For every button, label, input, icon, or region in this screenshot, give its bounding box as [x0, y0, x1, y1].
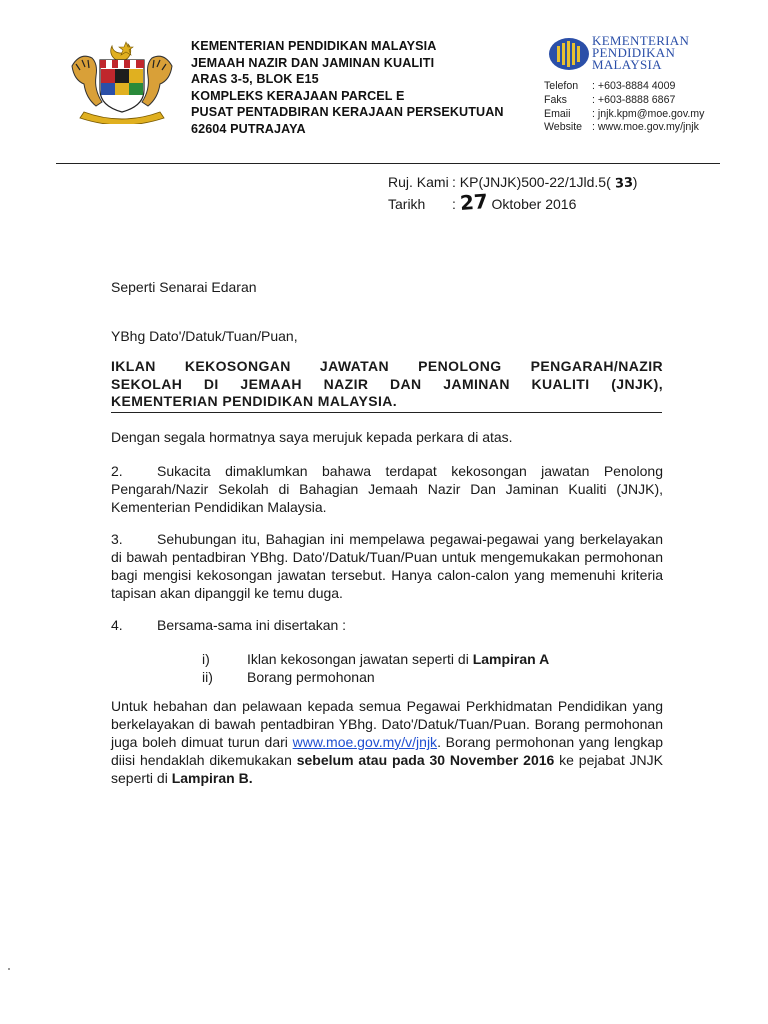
website-label: Website — [544, 121, 583, 134]
telefon-label: Telefon — [544, 80, 579, 92]
org-line: JEMAAH NAZIR DAN JAMINAN KUALITI — [191, 55, 435, 70]
reference-date — [388, 189, 637, 215]
website-value: : www.moe.gov.my/jnjk — [592, 121, 699, 134]
scan-mark — [8, 968, 10, 970]
closing-text: . Borang permohonan yang lengkap diisi hendaklah dikemukakan — [111, 734, 663, 768]
paragraph-1: Dengan segala hormatnya saya merujuk kepada perkara di atas. — [111, 429, 513, 445]
salutation: YBhg Dato'/Datuk/Tuan/Puan, — [111, 328, 298, 344]
ruj-label: Ruj. Kami — [388, 174, 449, 190]
org-line: KEMENTERIAN PENDIDIKAN MALAYSIA — [191, 39, 437, 53]
subject-underline — [111, 412, 662, 413]
attachment-item — [202, 650, 549, 668]
subject-line: IKLAN KEKOSONGAN JAWATAN PENOLONG PENGARAH/NAZIR — [111, 358, 663, 374]
tarikh-rest: Oktober 2016 — [491, 196, 577, 212]
ruj-close: ) — [632, 174, 638, 190]
item-text: Iklan kekosongan jawatan seperti di — [247, 651, 473, 667]
faks-label: Faks — [544, 93, 567, 106]
telefon-value: : +603-8884 4009 — [592, 80, 676, 92]
contact-website — [544, 121, 704, 135]
logo-line: PENDIDIKAN — [592, 45, 676, 60]
logo-line: MALAYSIA — [592, 57, 662, 72]
org-line: 62604 PUTRAJAYA — [191, 121, 306, 136]
item-text: Borang permohonan — [247, 669, 375, 685]
paragraph-4-text: Bersama-sama ini disertakan : — [157, 617, 347, 633]
sender-address — [191, 38, 504, 138]
download-link[interactable]: www.moe.gov.my/v/jnjk — [292, 734, 438, 750]
subject-line: SEKOLAH DI JEMAAH NAZIR DAN JAMINAN KUALITI (JNJK), — [111, 375, 663, 392]
paragraph-3-text: Sehubungan itu, Bahagian ini mempelawa pegawai-pegawai yang berkelayakan di bawah pentadbiran YBhg. Dato'/Datuk/Tuan/Puan untuk mengemukakan permohonan bagi mengisi kekosongan jawatan tersebut. Hanya calon-calon yang memenuhi kriteria tapisan akan dipanggil ke temu duga. — [111, 531, 663, 601]
tarikh-label: Tarikh — [388, 196, 426, 212]
paragraph-2 — [111, 462, 663, 516]
item-number: i) — [202, 651, 210, 667]
logo-line: KEMENTERIAN — [592, 33, 690, 48]
ministry-logo-icon — [547, 36, 591, 72]
org-line: PUSAT PENTADBIRAN KERAJAAN PERSEKUTUAN — [191, 105, 504, 120]
lampiran-b-text: Lampiran B. — [171, 770, 253, 786]
reference-number — [388, 173, 637, 193]
coat-of-arms-icon — [66, 36, 178, 124]
subject-line: KEMENTERIAN PENDIDIKAN MALAYSIA. — [111, 393, 398, 409]
org-line: ARAS 3-5, BLOK E15 — [191, 72, 319, 87]
ruj-value: : KP(JNJK)500-22/1Jld.5( — [452, 174, 611, 190]
tarikh-handwritten-day: 27 — [458, 189, 489, 215]
contact-block — [544, 80, 704, 135]
faks-value: : +603-8888 6867 — [592, 93, 676, 106]
email-label: Emaii — [544, 107, 571, 120]
paragraph-3 — [111, 530, 663, 602]
item-bold: Lampiran A — [472, 651, 550, 667]
item-number: ii) — [202, 669, 213, 685]
tarikh-colon: : — [452, 196, 456, 212]
header-divider — [56, 163, 720, 164]
contact-faks — [544, 94, 704, 108]
contact-telefon — [544, 80, 704, 94]
ministry-logo-text — [592, 35, 689, 71]
paragraph-number: 4. — [111, 617, 123, 633]
contact-email — [544, 108, 704, 122]
letter-subject — [111, 358, 663, 411]
deadline-text: sebelum atau pada 30 November 2016 — [296, 752, 555, 768]
closing-text: Untuk hebahan dan pelawaan kepada semua Pegawai Perkhidmatan Pendidikan yang berkelayakan di bawah pentadbiran YBhg. Dato'/Datuk/Tuan/Puan. Borang permohonan juga boleh dimuat turun dari — [111, 698, 663, 750]
org-line: KOMPLEKS KERAJAAN PARCEL E — [191, 88, 405, 103]
paragraph-number: 2. — [111, 463, 123, 479]
closing-text: ke pejabat JNJK seperti di — [111, 752, 663, 786]
email-value: : jnjk.kpm@moe.gov.my — [592, 107, 705, 120]
paragraph-number: 3. — [111, 531, 123, 547]
ruj-handwritten: 33 — [614, 175, 634, 192]
paragraph-4 — [111, 616, 663, 634]
paragraph-2-text: Sukacita dimaklumkan bahawa terdapat kekosongan jawatan Penolong Pengarah/Nazir Sekolah di Bahagian Jemaah Nazir Dan Jaminan Kualiti (JNJK), Kementerian Pendidikan Malaysia. — [111, 463, 663, 515]
closing-paragraph — [111, 697, 663, 787]
recipient: Seperti Senarai Edaran — [111, 279, 257, 295]
attachment-item — [202, 668, 375, 686]
reference-block — [388, 173, 637, 214]
